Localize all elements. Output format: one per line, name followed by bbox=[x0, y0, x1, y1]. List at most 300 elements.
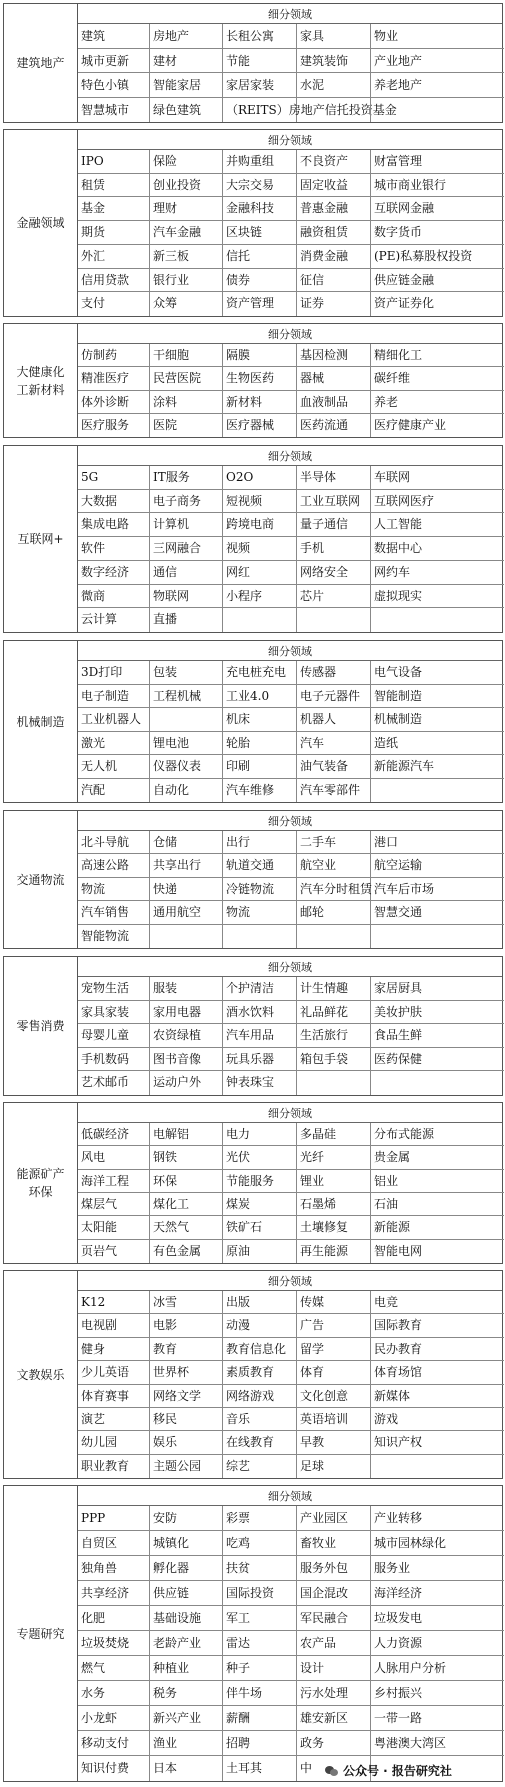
grid-cell: 基金 bbox=[78, 197, 150, 221]
grid-cell: 理财 bbox=[150, 197, 223, 221]
grid-cell: 工业机器人 bbox=[78, 708, 150, 732]
grid-cell: 薪酬 bbox=[223, 1706, 297, 1731]
grid-cell bbox=[150, 925, 223, 948]
grid-cell: 玩具乐器 bbox=[223, 1048, 297, 1072]
grid-cell: 智慧交通 bbox=[371, 901, 504, 924]
grid-cell: 债券 bbox=[223, 269, 297, 293]
section-3 bbox=[3, 445, 503, 633]
section-0 bbox=[3, 3, 503, 123]
grid-cell: 素质教育 bbox=[223, 1361, 297, 1384]
grid-cell: 车联网 bbox=[371, 466, 504, 490]
section-6 bbox=[3, 956, 503, 1096]
grid-cell: 在线教育 bbox=[223, 1431, 297, 1454]
section-body bbox=[78, 324, 502, 437]
grid-cell: 老龄产业 bbox=[150, 1631, 223, 1656]
grid-cell: 机床 bbox=[223, 708, 297, 732]
grid-cell: 招聘 bbox=[223, 1731, 297, 1756]
section-body bbox=[78, 641, 502, 802]
grid-cell: 食品生鲜 bbox=[371, 1024, 504, 1048]
grid-cell: 轨道交通 bbox=[223, 854, 297, 877]
grid-cell: 涂料 bbox=[150, 391, 223, 414]
section-header: 细分领域 bbox=[78, 1271, 502, 1291]
section-8 bbox=[3, 1270, 503, 1479]
grid-cell bbox=[371, 608, 504, 632]
grid-cell: 汽车零部件 bbox=[297, 779, 371, 803]
section-label: 大健康化 工新材料 bbox=[4, 324, 78, 437]
grid-cell: 智能制造 bbox=[371, 685, 504, 709]
grid-cell: 网络安全 bbox=[297, 561, 371, 585]
grid-cell: 垃圾发电 bbox=[371, 1606, 504, 1631]
grid-cell: 供应链 bbox=[150, 1581, 223, 1606]
grid-cell: 财富管理 bbox=[371, 150, 504, 174]
grid-cell: 体育 bbox=[297, 1361, 371, 1384]
grid-cell bbox=[371, 779, 504, 803]
grid-cell: 二手车 bbox=[297, 831, 371, 854]
grid-cell: 宠物生活 bbox=[78, 977, 150, 1001]
grid-cell: 职业教育 bbox=[78, 1455, 150, 1478]
grid-cell: 征信 bbox=[297, 269, 371, 293]
grid-cell: 教育 bbox=[150, 1338, 223, 1361]
grid-cell: 传媒 bbox=[297, 1291, 371, 1314]
grid-cell: 知识付费 bbox=[78, 1756, 150, 1781]
grid-cell: 煤炭 bbox=[223, 1193, 297, 1216]
grid-cell: 人力资源 bbox=[371, 1631, 504, 1656]
grid-cell: 创业投资 bbox=[150, 174, 223, 198]
grid-cell: 出版 bbox=[223, 1291, 297, 1314]
grid-cell: 水泥 bbox=[297, 73, 371, 98]
grid-cell: 医疗器械 bbox=[223, 414, 297, 437]
grid-cell: 充电桩充电 bbox=[223, 661, 297, 685]
grid-cell: 并购重组 bbox=[223, 150, 297, 174]
grid-cell: 新能源汽车 bbox=[371, 755, 504, 779]
grid-cell: 电影 bbox=[150, 1314, 223, 1337]
grid-cell: 物联网 bbox=[150, 585, 223, 609]
grid-cell: O2O bbox=[223, 466, 297, 490]
grid-cell: 高速公路 bbox=[78, 854, 150, 877]
grid-cell: 图书音像 bbox=[150, 1048, 223, 1072]
grid-cell: 出行 bbox=[223, 831, 297, 854]
grid-cell: (PE)私募股权投资 bbox=[371, 245, 504, 269]
grid-cell: 移民 bbox=[150, 1408, 223, 1431]
grid-cell: 电子元器件 bbox=[297, 685, 371, 709]
grid-cell: 消费金融 bbox=[297, 245, 371, 269]
grid-cell: 通用航空 bbox=[150, 901, 223, 924]
grid-cell: 机器人 bbox=[297, 708, 371, 732]
grid-cell: 化肥 bbox=[78, 1606, 150, 1631]
grid-cell: 产业转移 bbox=[371, 1506, 504, 1531]
section-body bbox=[78, 130, 502, 316]
grid-cell: 幼儿园 bbox=[78, 1431, 150, 1454]
grid-cell: 民营医院 bbox=[150, 367, 223, 390]
grid-cell: 垃圾焚烧 bbox=[78, 1631, 150, 1656]
grid-cell: 长租公寓 bbox=[223, 24, 297, 49]
grid-cell: 吃鸡 bbox=[223, 1531, 297, 1556]
grid-cell: 个护清洁 bbox=[223, 977, 297, 1001]
grid-cell: K12 bbox=[78, 1291, 150, 1314]
grid-cell: 芯片 bbox=[297, 585, 371, 609]
grid-cell: 电视剧 bbox=[78, 1314, 150, 1337]
grid-cell: 汽车销售 bbox=[78, 901, 150, 924]
grid-cell: 海洋工程 bbox=[78, 1170, 150, 1193]
grid-cell: 渔业 bbox=[150, 1731, 223, 1756]
section-2 bbox=[3, 323, 503, 438]
grid-cell: 工程机械 bbox=[150, 685, 223, 709]
grid-cell: 融资租赁 bbox=[297, 221, 371, 245]
grid-cell: 精准医疗 bbox=[78, 367, 150, 390]
grid-cell: 北斗导航 bbox=[78, 831, 150, 854]
grid-cell: 太阳能 bbox=[78, 1216, 150, 1239]
grid-cell: 互联网金融 bbox=[371, 197, 504, 221]
section-7 bbox=[3, 1102, 503, 1264]
grid-cell: 养老地产 bbox=[371, 73, 504, 98]
grid-cell: IT服务 bbox=[150, 466, 223, 490]
section-body bbox=[78, 446, 502, 632]
grid-cell: 新兴产业 bbox=[150, 1706, 223, 1731]
grid-cell: 造纸 bbox=[371, 732, 504, 756]
section-body bbox=[78, 811, 502, 948]
section-label: 文教娱乐 bbox=[4, 1271, 78, 1478]
grid-cell: 手机数码 bbox=[78, 1048, 150, 1072]
section-header: 细分领域 bbox=[78, 324, 502, 344]
section-4 bbox=[3, 640, 503, 803]
grid-cell bbox=[371, 1071, 504, 1095]
grid-cell: 医药保健 bbox=[371, 1048, 504, 1072]
grid-cell: 教育信息化 bbox=[223, 1338, 297, 1361]
grid-cell: 航空业 bbox=[297, 854, 371, 877]
grid-cell: 彩票 bbox=[223, 1506, 297, 1531]
grid-cell: 仿制药 bbox=[78, 344, 150, 367]
grid-cell: 小龙虾 bbox=[78, 1706, 150, 1731]
grid-cell: 区块链 bbox=[223, 221, 297, 245]
grid-cell: 冷链物流 bbox=[223, 878, 297, 901]
grid-cell: 扶贫 bbox=[223, 1556, 297, 1581]
grid-cell: 银行业 bbox=[150, 269, 223, 293]
grid-cell: 煤化工 bbox=[150, 1193, 223, 1216]
grid-cell: 畜牧业 bbox=[297, 1531, 371, 1556]
grid-cell: 网约车 bbox=[371, 561, 504, 585]
grid-cell: 综艺 bbox=[223, 1455, 297, 1478]
grid-cell: 绿色建筑 bbox=[150, 98, 223, 123]
section-body bbox=[78, 957, 502, 1095]
grid-cell: 建筑 bbox=[78, 24, 150, 49]
grid-cell: 自动化 bbox=[150, 779, 223, 803]
grid-cell: 分布式能源 bbox=[371, 1123, 504, 1146]
grid-cell: 动漫 bbox=[223, 1314, 297, 1337]
footer-text: 公众号 · 报告研究社 bbox=[343, 1764, 452, 1778]
grid-cell: 政务 bbox=[297, 1731, 371, 1756]
grid-cell: 体外诊断 bbox=[78, 391, 150, 414]
grid-cell: 土耳其 bbox=[223, 1756, 297, 1781]
grid-cell: 供应链金融 bbox=[371, 269, 504, 293]
grid-cell: 物流 bbox=[223, 901, 297, 924]
grid-cell: 证券 bbox=[297, 292, 371, 316]
grid-cell: 智慧城市 bbox=[78, 98, 150, 123]
grid-cell: 房地产 bbox=[150, 24, 223, 49]
grid-cell: 早教 bbox=[297, 1431, 371, 1454]
grid-cell: 精细化工 bbox=[371, 344, 504, 367]
grid-cell: 石墨烯 bbox=[297, 1193, 371, 1216]
grid-cell: 软件 bbox=[78, 537, 150, 561]
section-label: 交通物流 bbox=[4, 811, 78, 948]
grid-cell: 养老 bbox=[371, 391, 504, 414]
grid-cell: 数字经济 bbox=[78, 561, 150, 585]
grid-cell: 服务外包 bbox=[297, 1556, 371, 1581]
grid-cell: 集成电路 bbox=[78, 513, 150, 537]
grid-cell: 大宗交易 bbox=[223, 174, 297, 198]
grid-cell: 不良资产 bbox=[297, 150, 371, 174]
grid-cell: 留学 bbox=[297, 1338, 371, 1361]
grid-cell: 汽车后市场 bbox=[371, 878, 504, 901]
grid-cell: 移动支付 bbox=[78, 1731, 150, 1756]
grid-cell: 广告 bbox=[297, 1314, 371, 1337]
grid-cell: 少儿英语 bbox=[78, 1361, 150, 1384]
grid-cell: 乡村振兴 bbox=[371, 1681, 504, 1706]
grid-cell: 钟表珠宝 bbox=[223, 1071, 297, 1095]
grid-cell: 家具家装 bbox=[78, 1001, 150, 1025]
grid-cell: 智能物流 bbox=[78, 925, 150, 948]
grid-cell: 知识产权 bbox=[371, 1431, 504, 1454]
grid-cell bbox=[371, 925, 504, 948]
grid-cell: 航空运输 bbox=[371, 854, 504, 877]
grid-cell: 电气设备 bbox=[371, 661, 504, 685]
grid-cell: 新材料 bbox=[223, 391, 297, 414]
grid-cell: 演艺 bbox=[78, 1408, 150, 1431]
grid-cell: 新媒体 bbox=[371, 1385, 504, 1408]
grid-cell: 家具 bbox=[297, 24, 371, 49]
grid-cell: 节能 bbox=[223, 49, 297, 74]
grid-cell: 土壤修复 bbox=[297, 1216, 371, 1239]
grid-cell: 种植业 bbox=[150, 1656, 223, 1681]
grid-cell: 水务 bbox=[78, 1681, 150, 1706]
grid-cell: 医疗健康产业 bbox=[374, 417, 447, 432]
grid-cell: 大数据 bbox=[78, 490, 150, 514]
grid-cell: 锂业 bbox=[297, 1170, 371, 1193]
grid-cell: 光纤 bbox=[297, 1146, 371, 1169]
grid-cell: 计生情趣 bbox=[297, 977, 371, 1001]
grid-cell: 油气装备 bbox=[297, 755, 371, 779]
grid-cell: 国际教育 bbox=[371, 1314, 504, 1337]
grid-cell: 期货 bbox=[78, 221, 150, 245]
grid-cell: 母婴儿童 bbox=[78, 1024, 150, 1048]
grid-cell: 直播 bbox=[150, 608, 223, 632]
grid-cell: 互联网医疗 bbox=[371, 490, 504, 514]
grid-cell: IPO bbox=[78, 150, 150, 174]
grid-cell: 激光 bbox=[78, 732, 150, 756]
grid-cell: 孵化器 bbox=[150, 1556, 223, 1581]
grid-cell: 节能服务 bbox=[223, 1170, 297, 1193]
section-header: 细分领域 bbox=[78, 641, 502, 661]
wechat-icon bbox=[325, 1765, 339, 1777]
grid-cell: 固定收益 bbox=[297, 174, 371, 198]
grid-cell: 燃气 bbox=[78, 1656, 150, 1681]
grid-cell: 娱乐 bbox=[150, 1431, 223, 1454]
grid-cell: 资产管理 bbox=[223, 292, 297, 316]
grid-cell: 主题公园 bbox=[150, 1455, 223, 1478]
grid-cell: 游戏 bbox=[371, 1408, 504, 1431]
grid-cell: 共享经济 bbox=[78, 1581, 150, 1606]
grid-cell: 冰雪 bbox=[150, 1291, 223, 1314]
grid-cell: 汽车分时租赁 bbox=[297, 878, 371, 901]
section-5 bbox=[3, 810, 503, 949]
grid-cell: 物业 bbox=[371, 24, 504, 49]
grid-cell: 特色小镇 bbox=[78, 73, 150, 98]
grid-cell: 众筹 bbox=[150, 292, 223, 316]
grid-cell: 环保 bbox=[150, 1170, 223, 1193]
grid-cell: 体育赛事 bbox=[78, 1385, 150, 1408]
grid-cell: 美妆护肤 bbox=[371, 1001, 504, 1025]
grid-cell: 半导体 bbox=[297, 466, 371, 490]
grid-cell: 基因检测 bbox=[297, 344, 371, 367]
grid-cell: 城镇化 bbox=[150, 1531, 223, 1556]
grid-cell: 资产证券化 bbox=[374, 296, 435, 311]
grid-cell: 建筑装饰 bbox=[297, 49, 371, 74]
grid-cell: 电子制造 bbox=[78, 685, 150, 709]
grid-cell: 印刷 bbox=[223, 755, 297, 779]
grid-cell: 粤港澳大湾区 bbox=[371, 1731, 504, 1756]
section-header: 细分领域 bbox=[78, 811, 502, 831]
section-label: 建筑地产 bbox=[4, 4, 78, 122]
grid-cell: 医院 bbox=[150, 414, 223, 437]
grid-cell: 智能电网 bbox=[374, 1243, 423, 1258]
grid-cell: 新三板 bbox=[150, 245, 223, 269]
grid-cell: 跨境电商 bbox=[223, 513, 297, 537]
grid-cell: 碳纤维 bbox=[371, 367, 504, 390]
grid-cell: 中 bbox=[297, 1756, 371, 1781]
grid-cell: 自贸区 bbox=[78, 1531, 150, 1556]
grid-cell: 礼品鲜花 bbox=[297, 1001, 371, 1025]
grid-cell: 汽车 bbox=[297, 732, 371, 756]
grid-cell bbox=[297, 925, 371, 948]
grid-cell: 3D打印 bbox=[78, 661, 150, 685]
grid-cell: 电子商务 bbox=[150, 490, 223, 514]
grid-cell: 人脉用户分析 bbox=[371, 1656, 504, 1681]
grid-cell: 仪器仪表 bbox=[150, 755, 223, 779]
grid-cell: 贵金属 bbox=[371, 1146, 504, 1169]
grid-cell: 产业地产 bbox=[371, 49, 504, 74]
grid-cell: 租赁 bbox=[78, 174, 150, 198]
grid-cell: 轮胎 bbox=[223, 732, 297, 756]
grid-cell: 数据中心 bbox=[371, 537, 504, 561]
grid-cell: 民办教育 bbox=[371, 1338, 504, 1361]
grid-cell: 煤层气 bbox=[78, 1193, 150, 1216]
grid-cell: 国企混改 bbox=[297, 1581, 371, 1606]
section-header: 细分领域 bbox=[78, 1103, 502, 1123]
grid-cell: 港口 bbox=[371, 831, 504, 854]
section-body bbox=[78, 1271, 502, 1478]
grid-cell: 电解铝 bbox=[150, 1123, 223, 1146]
grid-cell: 汽车维修 bbox=[223, 779, 297, 803]
grid-cell: 种子 bbox=[223, 1656, 297, 1681]
grid-cell: 英语培训 bbox=[297, 1408, 371, 1431]
grid-cell: 铁矿石 bbox=[223, 1216, 297, 1239]
grid-cell: 雷达 bbox=[223, 1631, 297, 1656]
grid-cell: 数字货币 bbox=[371, 221, 504, 245]
grid-cell: 微商 bbox=[78, 585, 150, 609]
grid-cell: 农产品 bbox=[297, 1631, 371, 1656]
grid-cell: 机械制造 bbox=[371, 708, 504, 732]
grid-cell: 城市商业银行 bbox=[371, 174, 504, 198]
grid-cell bbox=[297, 1071, 371, 1095]
section-label: 互联网+ bbox=[4, 446, 78, 632]
section-header: 细分领域 bbox=[78, 130, 502, 150]
grid-cell: PPP bbox=[78, 1506, 150, 1531]
grid-cell: 汽配 bbox=[78, 779, 150, 803]
grid-cell: 酒水饮料 bbox=[223, 1001, 297, 1025]
grid-cell: 包装 bbox=[150, 661, 223, 685]
grid-cell bbox=[223, 608, 297, 632]
grid-cell: 普惠金融 bbox=[297, 197, 371, 221]
grid-cell: 健身 bbox=[78, 1338, 150, 1361]
grid-cell: 军民融合 bbox=[297, 1606, 371, 1631]
section-body bbox=[78, 1103, 502, 1263]
grid-cell: 金融科技 bbox=[223, 197, 297, 221]
grid-cell: 艺术邮币 bbox=[78, 1071, 150, 1095]
grid-cell: 钢铁 bbox=[150, 1146, 223, 1169]
grid-cell bbox=[150, 708, 223, 732]
grid-cell: 通信 bbox=[150, 561, 223, 585]
grid-cell: 体育场馆 bbox=[371, 1361, 504, 1384]
grid-cell bbox=[297, 98, 371, 123]
grid-cell: 家用电器 bbox=[150, 1001, 223, 1025]
grid-cell: 网络文学 bbox=[150, 1385, 223, 1408]
grid-cell: 农资绿植 bbox=[150, 1024, 223, 1048]
grid-cell: 隔膜 bbox=[223, 344, 297, 367]
grid-cell bbox=[223, 925, 297, 948]
grid-cell: 外汇 bbox=[78, 245, 150, 269]
grid-cell: 城市园林绿化 bbox=[371, 1531, 504, 1556]
grid-cell: 家居家装 bbox=[223, 73, 297, 98]
grid-cell: 运动户外 bbox=[150, 1071, 223, 1095]
grid-cell: 汽车用品 bbox=[223, 1024, 297, 1048]
grid-cell: 医药流通 bbox=[297, 414, 371, 437]
grid-cell: 日本 bbox=[150, 1756, 223, 1781]
grid-cell bbox=[371, 98, 504, 123]
grid-cell: 世界杯 bbox=[150, 1361, 223, 1384]
section-header: 细分领域 bbox=[78, 4, 502, 24]
grid-cell: 量子通信 bbox=[297, 513, 371, 537]
grid-cell: 国际投资 bbox=[223, 1581, 297, 1606]
grid-cell: 邮轮 bbox=[297, 901, 371, 924]
grid-cell: 云计算 bbox=[78, 608, 150, 632]
grid-cell: 家居厨具 bbox=[371, 977, 504, 1001]
grid-cell: 小程序 bbox=[223, 585, 297, 609]
grid-cell: 城市更新 bbox=[78, 49, 150, 74]
grid-cell: 视频 bbox=[223, 537, 297, 561]
grid-cell: 有色金属 bbox=[150, 1240, 223, 1263]
grid-cell: 三网融合 bbox=[150, 537, 223, 561]
footer-watermark bbox=[325, 1762, 452, 1779]
grid-cell: 共享出行 bbox=[150, 854, 223, 877]
section-label: 能源矿产 环保 bbox=[4, 1103, 78, 1263]
section-header: 细分领域 bbox=[78, 957, 502, 977]
grid-cell: （REITS）房地产信托投资基金 bbox=[223, 98, 297, 123]
grid-cell: 海洋经济 bbox=[371, 1581, 504, 1606]
grid-cell: 信用贷款 bbox=[78, 269, 150, 293]
grid-cell: 铝业 bbox=[371, 1170, 504, 1193]
grid-cell: 工业4.0 bbox=[223, 685, 297, 709]
grid-cell: 网红 bbox=[223, 561, 297, 585]
grid-cell: 手机 bbox=[297, 537, 371, 561]
grid-cell: 生物医药 bbox=[223, 367, 297, 390]
grid-cell: 服装 bbox=[150, 977, 223, 1001]
section-label: 专题研究 bbox=[4, 1486, 78, 1781]
grid-cell: 仓储 bbox=[150, 831, 223, 854]
grid-cell: 独角兽 bbox=[78, 1556, 150, 1581]
section-1 bbox=[3, 129, 503, 317]
section-header: 细分领域 bbox=[78, 446, 502, 466]
grid-cell: 天然气 bbox=[150, 1216, 223, 1239]
grid-cell: 快递 bbox=[150, 878, 223, 901]
